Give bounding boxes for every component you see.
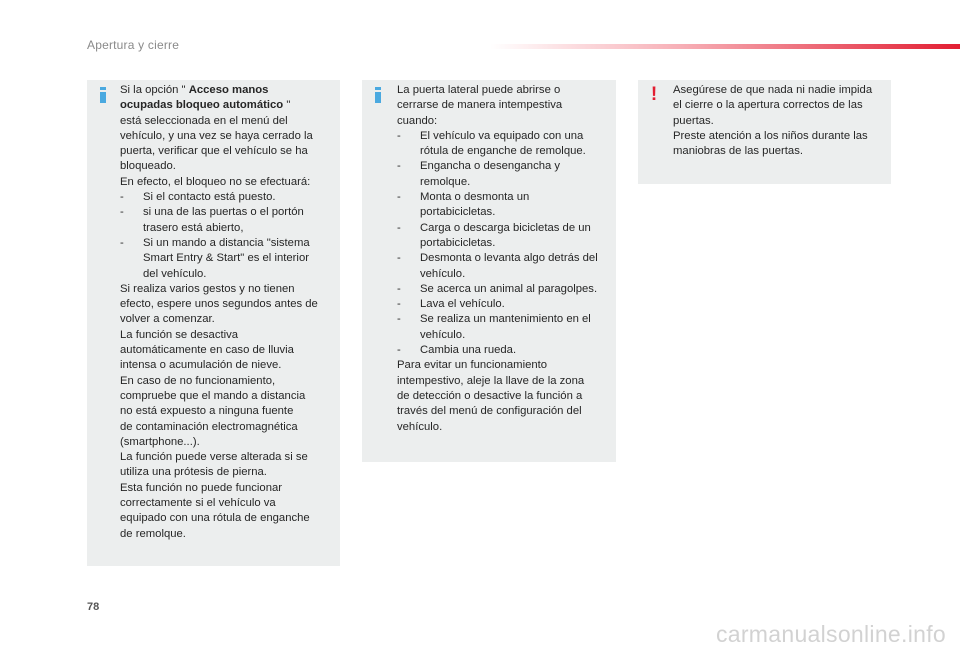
text-line: En caso de no funcionamiento,	[120, 374, 276, 387]
text-line: Asegúrese de que nada ni nadie impida	[673, 84, 873, 96]
bullet-text: Monta o desmonta un	[420, 191, 530, 204]
bullet-text: El vehículo va equipado con una	[420, 129, 584, 142]
paragraph-group	[120, 114, 332, 190]
text-line: puerta, verificar que el vehículo se ha	[120, 145, 308, 158]
bullet-dash: -	[120, 191, 124, 204]
panel-line	[120, 98, 332, 113]
text-line: La función puede verse alterada si se	[120, 451, 308, 464]
text-line: Si realiza varios gestos y no tienen	[120, 282, 295, 295]
text-line: La puerta lateral puede abrirse o	[397, 84, 561, 96]
bullet-item	[397, 190, 608, 221]
watermark: carmanualsonline.info	[715, 621, 946, 647]
text-line: de remolque.	[120, 527, 186, 540]
text-line: cerrarse de manera intempestiva	[397, 99, 563, 112]
bullet-dash: -	[397, 313, 401, 326]
bullet-continuation: portabicicletas.	[420, 206, 496, 219]
bullet-text: Si un mando a distancia "sistema	[143, 236, 310, 249]
bullet-continuation: Smart Entry & Start" es el interior	[143, 252, 309, 265]
bullet-first-line	[120, 205, 332, 220]
bullet-text: Cambia una rueda.	[420, 344, 517, 357]
text-line: bloqueado.	[120, 160, 176, 173]
bullet-text: Se acerca un animal al paragolpes.	[420, 282, 598, 295]
text-line: Esta función no puede funcionar	[120, 481, 283, 494]
text-line: En efecto, el bloqueo no se efectuará:	[120, 175, 311, 188]
bullet-first-line	[397, 282, 608, 297]
bullet-continuation: remolque.	[420, 175, 471, 188]
text-line: de detección o desactive la función a	[397, 389, 583, 402]
text-line: intempestivo, aleje la llave de la zona	[397, 374, 585, 387]
info-icon	[375, 87, 381, 102]
bullet-item	[397, 297, 608, 312]
bullet-item	[397, 159, 608, 190]
paragraph-group	[673, 83, 883, 159]
bullet-dash: -	[397, 252, 401, 265]
bullet-text: Desmonta o levanta algo detrás del	[420, 252, 598, 265]
bullet-first-line	[397, 297, 608, 312]
text-line: equipado con una rótula de enganche	[120, 512, 310, 525]
bullet-continuation: portabicicletas.	[420, 236, 496, 249]
text-line: maniobras de las puertas.	[673, 145, 803, 158]
paragraph-group	[397, 358, 608, 434]
bullet-item	[397, 221, 608, 252]
bullet-item	[397, 251, 608, 282]
bullet-text: Carga o descarga bicicletas de un	[420, 221, 591, 234]
bullet-continuation: rótula de enganche de remolque.	[420, 145, 586, 158]
text-line: (smartphone...).	[120, 435, 200, 448]
info-panel-automatic-locking	[87, 80, 340, 566]
text-line: correctamente si el vehículo va	[120, 497, 276, 510]
text-line: través del menú de configuración del	[397, 405, 582, 418]
bullet-continuation: vehículo.	[420, 328, 466, 341]
bullet-text: Lava el vehículo.	[420, 298, 505, 311]
bullet-dash: -	[397, 191, 401, 204]
text-line: no está expuesto a ninguna fuente	[120, 405, 294, 418]
bullet-dash: -	[397, 221, 401, 234]
bullet-item	[397, 282, 608, 297]
bullet-continuation: vehículo.	[420, 267, 466, 280]
text-line: el cierre o la apertura correctos de las	[673, 99, 863, 112]
bullet-item	[120, 205, 332, 236]
warning-icon: !	[650, 84, 658, 105]
text-line: Preste atención a los niños durante las	[673, 129, 868, 142]
bullet-list	[120, 190, 332, 282]
bullet-first-line	[120, 236, 332, 251]
bullet-first-line	[397, 251, 608, 266]
text-line: cuando:	[397, 114, 438, 127]
bullet-item	[120, 236, 332, 282]
text-line: vehículo.	[397, 420, 443, 433]
bullet-first-line	[397, 129, 608, 144]
text-fragment: "	[283, 99, 291, 112]
bullet-item	[120, 190, 332, 205]
text-line: volver a comenzar.	[120, 313, 215, 326]
bullet-dash: -	[397, 344, 401, 357]
info-icon	[100, 87, 106, 102]
warning-panel-doors	[638, 80, 891, 184]
bullet-first-line	[397, 343, 608, 358]
bullet-first-line	[397, 159, 608, 174]
text-fragment: Si la opción "	[120, 84, 189, 96]
section-title: Apertura y cierre	[87, 38, 180, 52]
page-number: 78	[87, 601, 100, 613]
bullet-item	[397, 312, 608, 343]
option-name-bold: ocupadas bloqueo automático	[120, 99, 284, 112]
header-accent-bar	[490, 44, 960, 49]
bullet-dash: -	[120, 206, 124, 219]
bullet-dash: -	[397, 160, 401, 173]
option-name-bold: Acceso manos	[188, 84, 269, 96]
text-line: automáticamente en caso de lluvia	[120, 344, 294, 357]
text-line: vehículo, y una vez se haya cerrado la	[120, 129, 313, 142]
bullet-item	[397, 129, 608, 160]
bullet-dash: -	[397, 129, 401, 142]
text-line: efecto, espere unos segundos antes de	[120, 298, 318, 311]
text-line: compruebe que el mando a distancia	[120, 389, 306, 402]
text-line: está seleccionada en el menú del	[120, 114, 288, 127]
text-line: utiliza una prótesis de pierna.	[120, 466, 267, 479]
paragraph-group	[397, 83, 608, 129]
bullet-list	[397, 129, 608, 358]
panel-line	[120, 83, 332, 98]
bullet-text: si una de las puertas o el portón	[143, 206, 304, 219]
bullet-dash: -	[397, 298, 401, 311]
bullet-item	[397, 343, 608, 358]
text-line: Para evitar un funcionamiento	[397, 359, 548, 372]
bullet-dash: -	[120, 236, 124, 249]
bullet-text: Se realiza un mantenimiento en el	[420, 313, 591, 326]
bullet-continuation: del vehículo.	[143, 267, 207, 280]
bullet-first-line	[397, 190, 608, 205]
bullet-dash: -	[397, 282, 401, 295]
bullet-first-line	[397, 312, 608, 327]
paragraph-group	[120, 282, 332, 542]
info-panel-side-door	[362, 80, 616, 462]
text-line: La función se desactiva	[120, 328, 239, 341]
bullet-first-line	[397, 221, 608, 236]
bullet-continuation: trasero está abierto,	[143, 221, 244, 234]
bullet-text: Si el contacto está puesto.	[143, 191, 276, 204]
bullet-text: Engancha o desengancha y	[420, 160, 561, 173]
bullet-first-line	[120, 190, 332, 205]
text-line: de contaminación electromagnética	[120, 420, 298, 433]
text-line: intensa o acumulación de nieve.	[120, 359, 282, 372]
text-line: puertas.	[673, 114, 714, 127]
